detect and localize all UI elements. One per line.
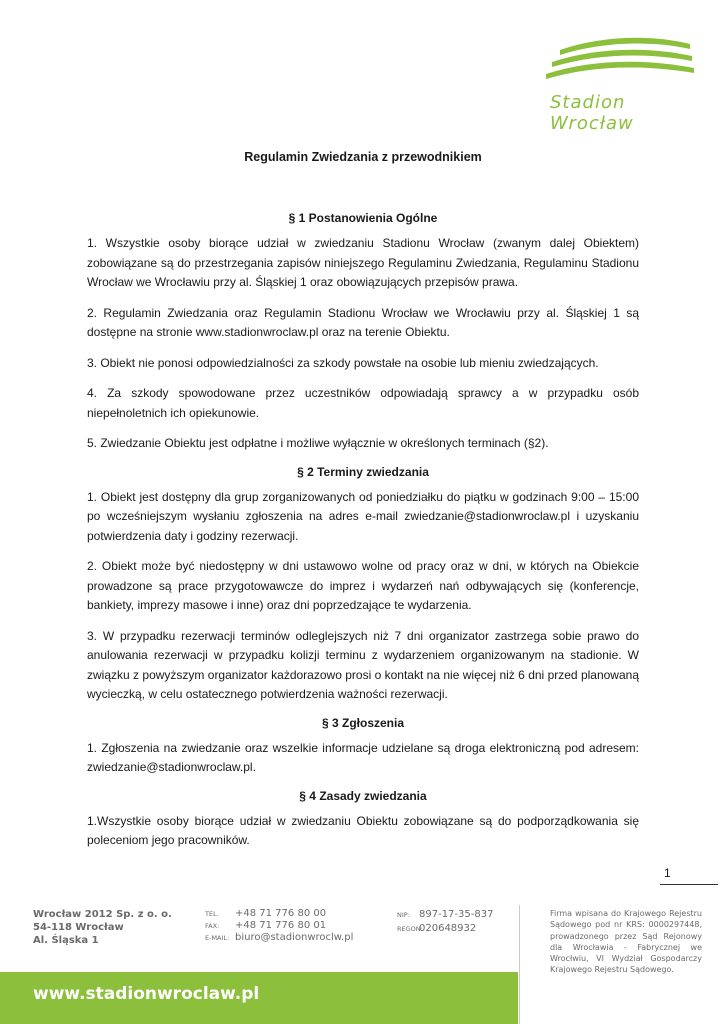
regon-value: 020648932 (419, 923, 477, 934)
paragraph: 2. Regulamin Zwiedzania oraz Regulamin Stadionu Wrocław we Wrocławiu przy al. Śląskiej 1 są dostępne na stronie www.stadionwroclaw.pl oraz na terenie Obiektu. (87, 305, 639, 339)
paragraph: 1.Wszystkie osoby biorące udział w zwiedzaniu Obiektu zobowiązane są do podporządkowania się poleceniom jego pracowników. (87, 813, 639, 847)
document-title: Regulamin Zwiedzania z przewodnikiem (244, 150, 482, 164)
paragraph: 3. W przypadku rezerwacji terminów odleglejszych niż 7 dni organizator zastrzega sobie prawo do anulowania rezerwacji w przypadku kolizji terminu z wydarzeniem organizowanym na stadionie. W związku z powyższym organizator każdorazowo prosi o kontakt na nie więcej niż 6 dni przed planowaną wycieczką, w celu ostatecznego potwierdzenia ważności rezerwacji. (87, 628, 639, 701)
section-title: § 4 Zasady zwiedzania (299, 788, 427, 803)
section-title: § 1 Postanowienia Ogólne (288, 211, 438, 225)
nip-value: 897-17-35-837 (419, 909, 494, 920)
tel-value: +48 71 776 80 00 (235, 908, 327, 919)
paragraph: 1. Zgłoszenia na zwiedzanie oraz wszelkie informacje udzielane są droga elektroniczną pod adresem: zwiedzanie@stadionwroclaw.pl. (87, 740, 639, 774)
krs-registration: Firma wpisana do Krajowego Rejestru Sądowego pod nr KRS: 0000297448, prowadzonego przez Sąd Rejonowy dla Wrocławia - Fabrycznej we Wrocłwiu, VI Wydział Gospodarczy Krajowego Rejestru Sądowego. (550, 909, 702, 975)
section-title: § 3 Zgłoszenia (321, 715, 405, 730)
footer-website: www.stadionwroclaw.pl (33, 984, 260, 1004)
fax-label: FAX: (205, 922, 220, 930)
logo-text: Stadion Wrocław (550, 92, 634, 134)
page-number: 1 (664, 866, 671, 880)
nip-label: NIP: (397, 911, 410, 919)
footer-divider (519, 905, 520, 1024)
paragraph: 2. Obiekt może być niedostępny w dni ustawowo wolne od pracy oraz w dni, w których na Obiekcie prowadzone są prace przygotowawcze do imprez i wydarzeń nań odbywających się (konferencje, bankiety, imprezy masowe i inne) oraz dni poprzedzające te wydarzenia. (87, 559, 639, 612)
paragraph: 1. Wszystkie osoby biorące udział w zwiedzaniu Stadionu Wrocław (zwanym dalej Obiektem) zobowiązane są do przestrzegania zapisów niniejszego Regulaminu Zwiedzania, Regulaminu Stadionu Wrocław we Wrocławiu przy al. Śląskiej 1 oraz obowiązujących przepisów prawa. (87, 236, 639, 289)
document-body (87, 150, 639, 862)
company-address (33, 908, 172, 947)
email-value: biuro@stadionwroclw.pl (235, 932, 354, 943)
address-line: 54-118 Wrocław (33, 922, 124, 933)
tel-label: TEL. (205, 910, 219, 918)
page-number-rule (660, 884, 718, 885)
company-contact (205, 908, 353, 944)
address-line: Wrocław 2012 Sp. z o. o. (33, 909, 172, 920)
paragraph: 4. Za szkody spowodowane przez uczestników odpowiadają sprawcy a w przypadku osób niepełnoletnich ich opiekunowie. (87, 386, 639, 420)
regon-label: REGON: (397, 925, 423, 933)
section-title: § 2 Terminy zwiedzania (297, 464, 429, 479)
paragraph: 1. Obiekt jest dostępny dla grup zorganizowanych od poniedziałku do piątku w godzinach 9:00 – 15:00 po wcześniejszym wysłaniu zgłoszenia na adres e-mail zwiedzanie@stadionwroclaw.pl i uzyskaniu potwierdzenia daty i godziny rezerwacji. (87, 489, 639, 543)
paragraph: 3. Obiekt nie ponosi odpowiedzialności za szkody powstałe na osobie lub mieniu zwiedzających. (87, 355, 599, 370)
address-line: Al. Śląska 1 (33, 935, 99, 946)
email-label: E-MAIL: (205, 934, 230, 942)
fax-value: +48 71 776 80 01 (235, 920, 327, 931)
company-ids (397, 908, 493, 936)
paragraph: 5. Zwiedzanie Obiektu jest odpłatne i możliwe wyłącznie w określonych terminach (§2). (87, 436, 549, 450)
